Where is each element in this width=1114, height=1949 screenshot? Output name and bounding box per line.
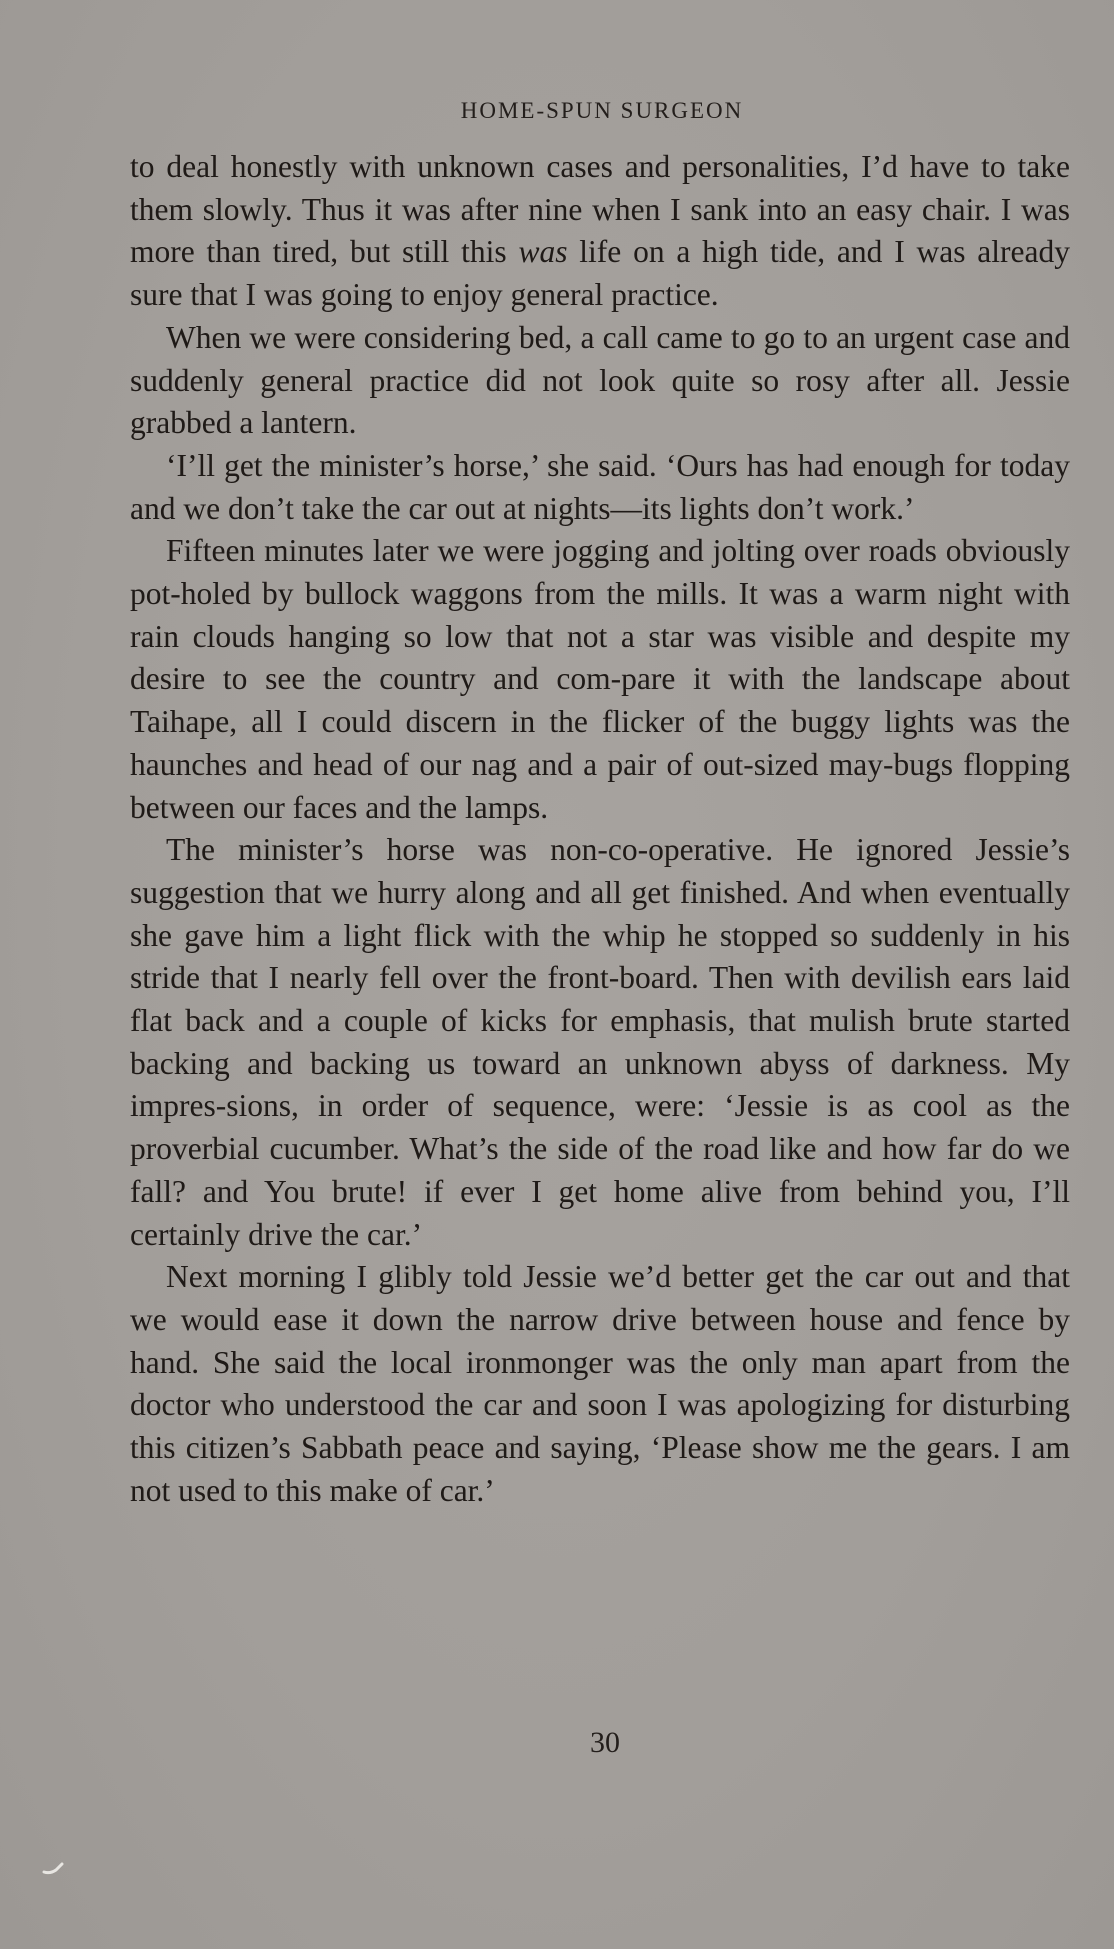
paragraph-1	[130, 146, 1070, 317]
paragraph-2: When we were considering bed, a call came to go to an urgent case and suddenly general practice did not look quite so rosy after all. Jessie grabbed a lantern.	[130, 319, 1070, 441]
paragraph-1-emphasis: was	[518, 234, 568, 270]
page-number: 30	[590, 1726, 620, 1759]
scan-mark-icon	[42, 1860, 64, 1876]
paragraph-1-after: life on a high tide, and I was already sure that I was going to enjoy general practice.	[130, 234, 1070, 313]
paragraph-1-before: to deal honestly with unknown cases and personalities, I’d have to take them slowly. Thus it was after nine when I sank into an easy chair. I was more than tired, but still this	[130, 149, 1070, 270]
running-head: HOME-SPUN SURGEON	[460, 98, 744, 123]
paragraph-6: Next morning I glibly told Jessie we’d better get the car out and that we would ease it down the narrow drive between house and fence by hand. She said the local ironmonger was the only man apart from the doctor who understood the car and soon I was apologizing for disturbing this citizen’s Sabbath peace and saying, ‘Please show me the gears. I am not used to this make of car.’	[130, 1259, 1070, 1508]
body-text	[130, 146, 1070, 1513]
paragraph-4: Fifteen minutes later we were jogging and jolting over roads obviously pot-holed by bullock waggons from the mills. It was a warm night with rain clouds hanging so low that not a star was visible and despite my desire to see the country and com-pare it with the landscape about Taihape, all I could discern in the flicker of the buggy lights was the haunches and head of our nag and a pair of out-sized may-bugs flopping between our faces and the lamps.	[130, 533, 1070, 825]
paragraph-3: ‘I’ll get the minister’s horse,’ she said. ‘Ours has had enough for today and we don’t take the car out at nights—its lights don’t work.’	[130, 447, 1070, 526]
paragraph-5: The minister’s horse was non-co-operative. He ignored Jessie’s suggestion that we hurry along and all get finished. And when eventually she gave him a light flick with the whip he stopped so suddenly in his stride that I nearly fell over the front-board. Then with devilish ears laid flat back and a couple of kicks for emphasis, that mulish brute started backing and backing us toward an unknown abyss of darkness. My impres-sions, in order of sequence, were: ‘Jessie is as cool as the proverbial cucumber. What’s the side of the road like and how far do we fall? and You brute! if ever I get home alive from behind you, I’ll certainly drive the car.’	[130, 832, 1070, 1252]
